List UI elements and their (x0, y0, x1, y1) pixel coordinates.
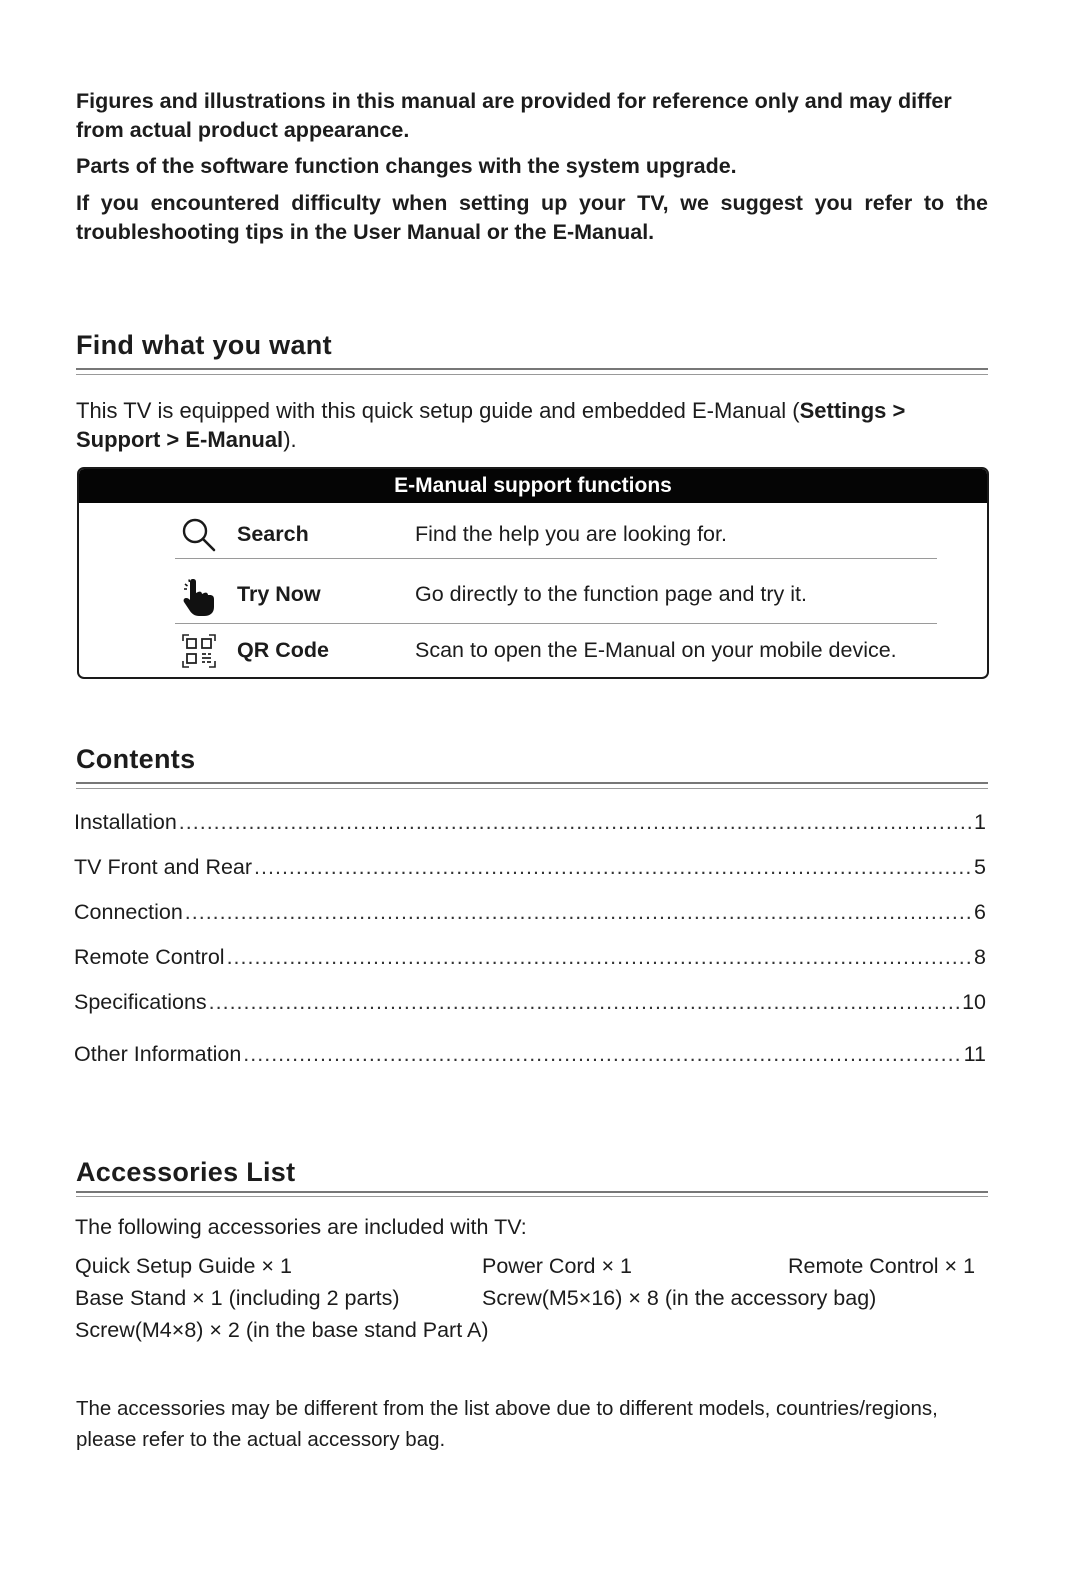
toc-page: 10 (962, 990, 986, 1014)
function-desc: Go directly to the function page and try it. (415, 582, 807, 606)
toc-leader (254, 854, 972, 880)
toc-page: 1 (974, 810, 986, 834)
contents-heading: Contents (76, 744, 196, 774)
function-divider (175, 623, 937, 624)
accessories-intro: The following accessories are included with TV: (75, 1215, 527, 1239)
toc-title: TV Front and Rear (74, 855, 253, 879)
function-desc: Find the help you are looking for. (415, 522, 727, 546)
toc-item[interactable] (74, 854, 986, 880)
toc-item[interactable] (74, 989, 986, 1015)
toc-page: 5 (974, 855, 986, 879)
accessories-rule-bottom (76, 1196, 988, 1197)
toc-title: Connection (74, 900, 183, 924)
function-divider (175, 558, 937, 559)
find-intro-text (76, 396, 988, 454)
toc-title: Other Information (74, 1042, 242, 1066)
accessory-item: Power Cord × 1 (482, 1254, 632, 1278)
find-rule-bottom (76, 374, 988, 375)
function-desc: Scan to open the E-Manual on your mobile device. (415, 638, 897, 662)
qr-code-icon (181, 633, 217, 669)
toc-leader (243, 1041, 961, 1067)
intro-paragraph-3: If you encountered difficulty when setting up your TV, we suggest you refer to the troubleshooting tips in the User Manual or the E-Manual. (76, 191, 988, 244)
hand-pointer-icon (181, 577, 217, 613)
toc-title: Remote Control (74, 945, 225, 969)
accessories-rule-top (76, 1191, 988, 1193)
function-name: Search (237, 522, 309, 546)
toc-leader (209, 989, 960, 1015)
toc-item[interactable] (74, 944, 986, 970)
function-row-search (175, 509, 937, 559)
contents-rule-bottom (76, 788, 988, 789)
contents-rule-top (76, 782, 988, 784)
accessory-item: Quick Setup Guide × 1 (75, 1254, 292, 1278)
toc-title: Specifications (74, 990, 207, 1014)
function-name: QR Code (237, 638, 329, 662)
toc-item[interactable] (74, 809, 986, 835)
emanual-box-title: E-Manual support functions (79, 469, 987, 503)
accessory-item: Screw(M4×8) × 2 (in the base stand Part A) (75, 1318, 489, 1342)
toc-leader (179, 809, 972, 835)
function-row-try-now (175, 569, 937, 619)
emanual-functions-box (77, 467, 989, 679)
toc-leader (227, 944, 972, 970)
function-name: Try Now (237, 582, 321, 606)
find-text-before: This TV is equipped with this quick setup guide and embedded E-Manual ( (76, 398, 800, 423)
settings-path: Settings > Support > E-Manual (76, 398, 906, 452)
toc-item[interactable] (74, 899, 986, 925)
find-text-after: ). (283, 427, 297, 452)
accessories-note: The accessories may be different from the list above due to different models, countries/regions, please refer to the actual accessory bag. (76, 1397, 938, 1451)
accessories-heading: Accessories List (76, 1157, 296, 1187)
search-icon (181, 517, 217, 553)
toc-page: 6 (974, 900, 986, 924)
intro-paragraph-1: Figures and illustrations in this manual are provided for reference only and may differ from actual product appearance. (76, 89, 952, 142)
accessory-item: Remote Control × 1 (788, 1254, 976, 1278)
toc-page: 11 (963, 1042, 986, 1066)
function-row-qr-code (175, 625, 937, 675)
find-heading: Find what you want (76, 330, 332, 360)
toc-page: 8 (974, 945, 986, 969)
toc-item[interactable] (74, 1041, 986, 1067)
accessory-item: Base Stand × 1 (including 2 parts) (75, 1286, 400, 1310)
find-rule-top (76, 368, 988, 370)
intro-paragraph-2: Parts of the software function changes with the system upgrade. (76, 154, 737, 178)
toc-leader (185, 899, 972, 925)
toc-title: Installation (74, 810, 177, 834)
accessory-item: Screw(M5×16) × 8 (in the accessory bag) (482, 1286, 877, 1310)
